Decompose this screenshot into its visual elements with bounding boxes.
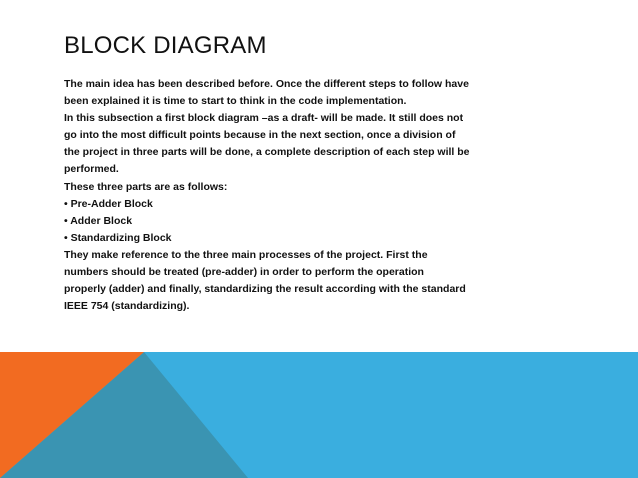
decorative-band	[0, 352, 638, 478]
bullet-standardizing: • Standardizing Block	[64, 231, 172, 244]
slide-title: BLOCK DIAGRAM	[64, 32, 267, 59]
bullet-pre-adder: • Pre-Adder Block	[64, 197, 153, 210]
body-line: numbers should be treated (pre-adder) in order to perform the operation	[64, 266, 424, 279]
slide-body	[64, 76, 504, 315]
body-line: They make reference to the three main processes of the project. First the	[64, 248, 428, 261]
body-line: These three parts are as follows:	[64, 180, 228, 193]
body-line: been explained it is time to start to think in the code implementation.	[64, 95, 407, 108]
body-line: go into the most difficult points because in the next section, once a division of	[64, 129, 456, 142]
body-line: In this subsection a first block diagram –as a draft- will be made. It still does not	[64, 112, 464, 125]
body-line: The main idea has been described before. Once the different steps to follow have	[64, 78, 469, 90]
bullet-adder: • Adder Block	[64, 214, 133, 227]
body-line: the project in three parts will be done, a complete description of each step will be	[64, 146, 470, 159]
body-line: IEEE 754 (standardizing).	[64, 300, 190, 313]
body-line: performed.	[64, 163, 119, 176]
body-line: properly (adder) and finally, standardizing the result according with the standard	[64, 283, 466, 296]
